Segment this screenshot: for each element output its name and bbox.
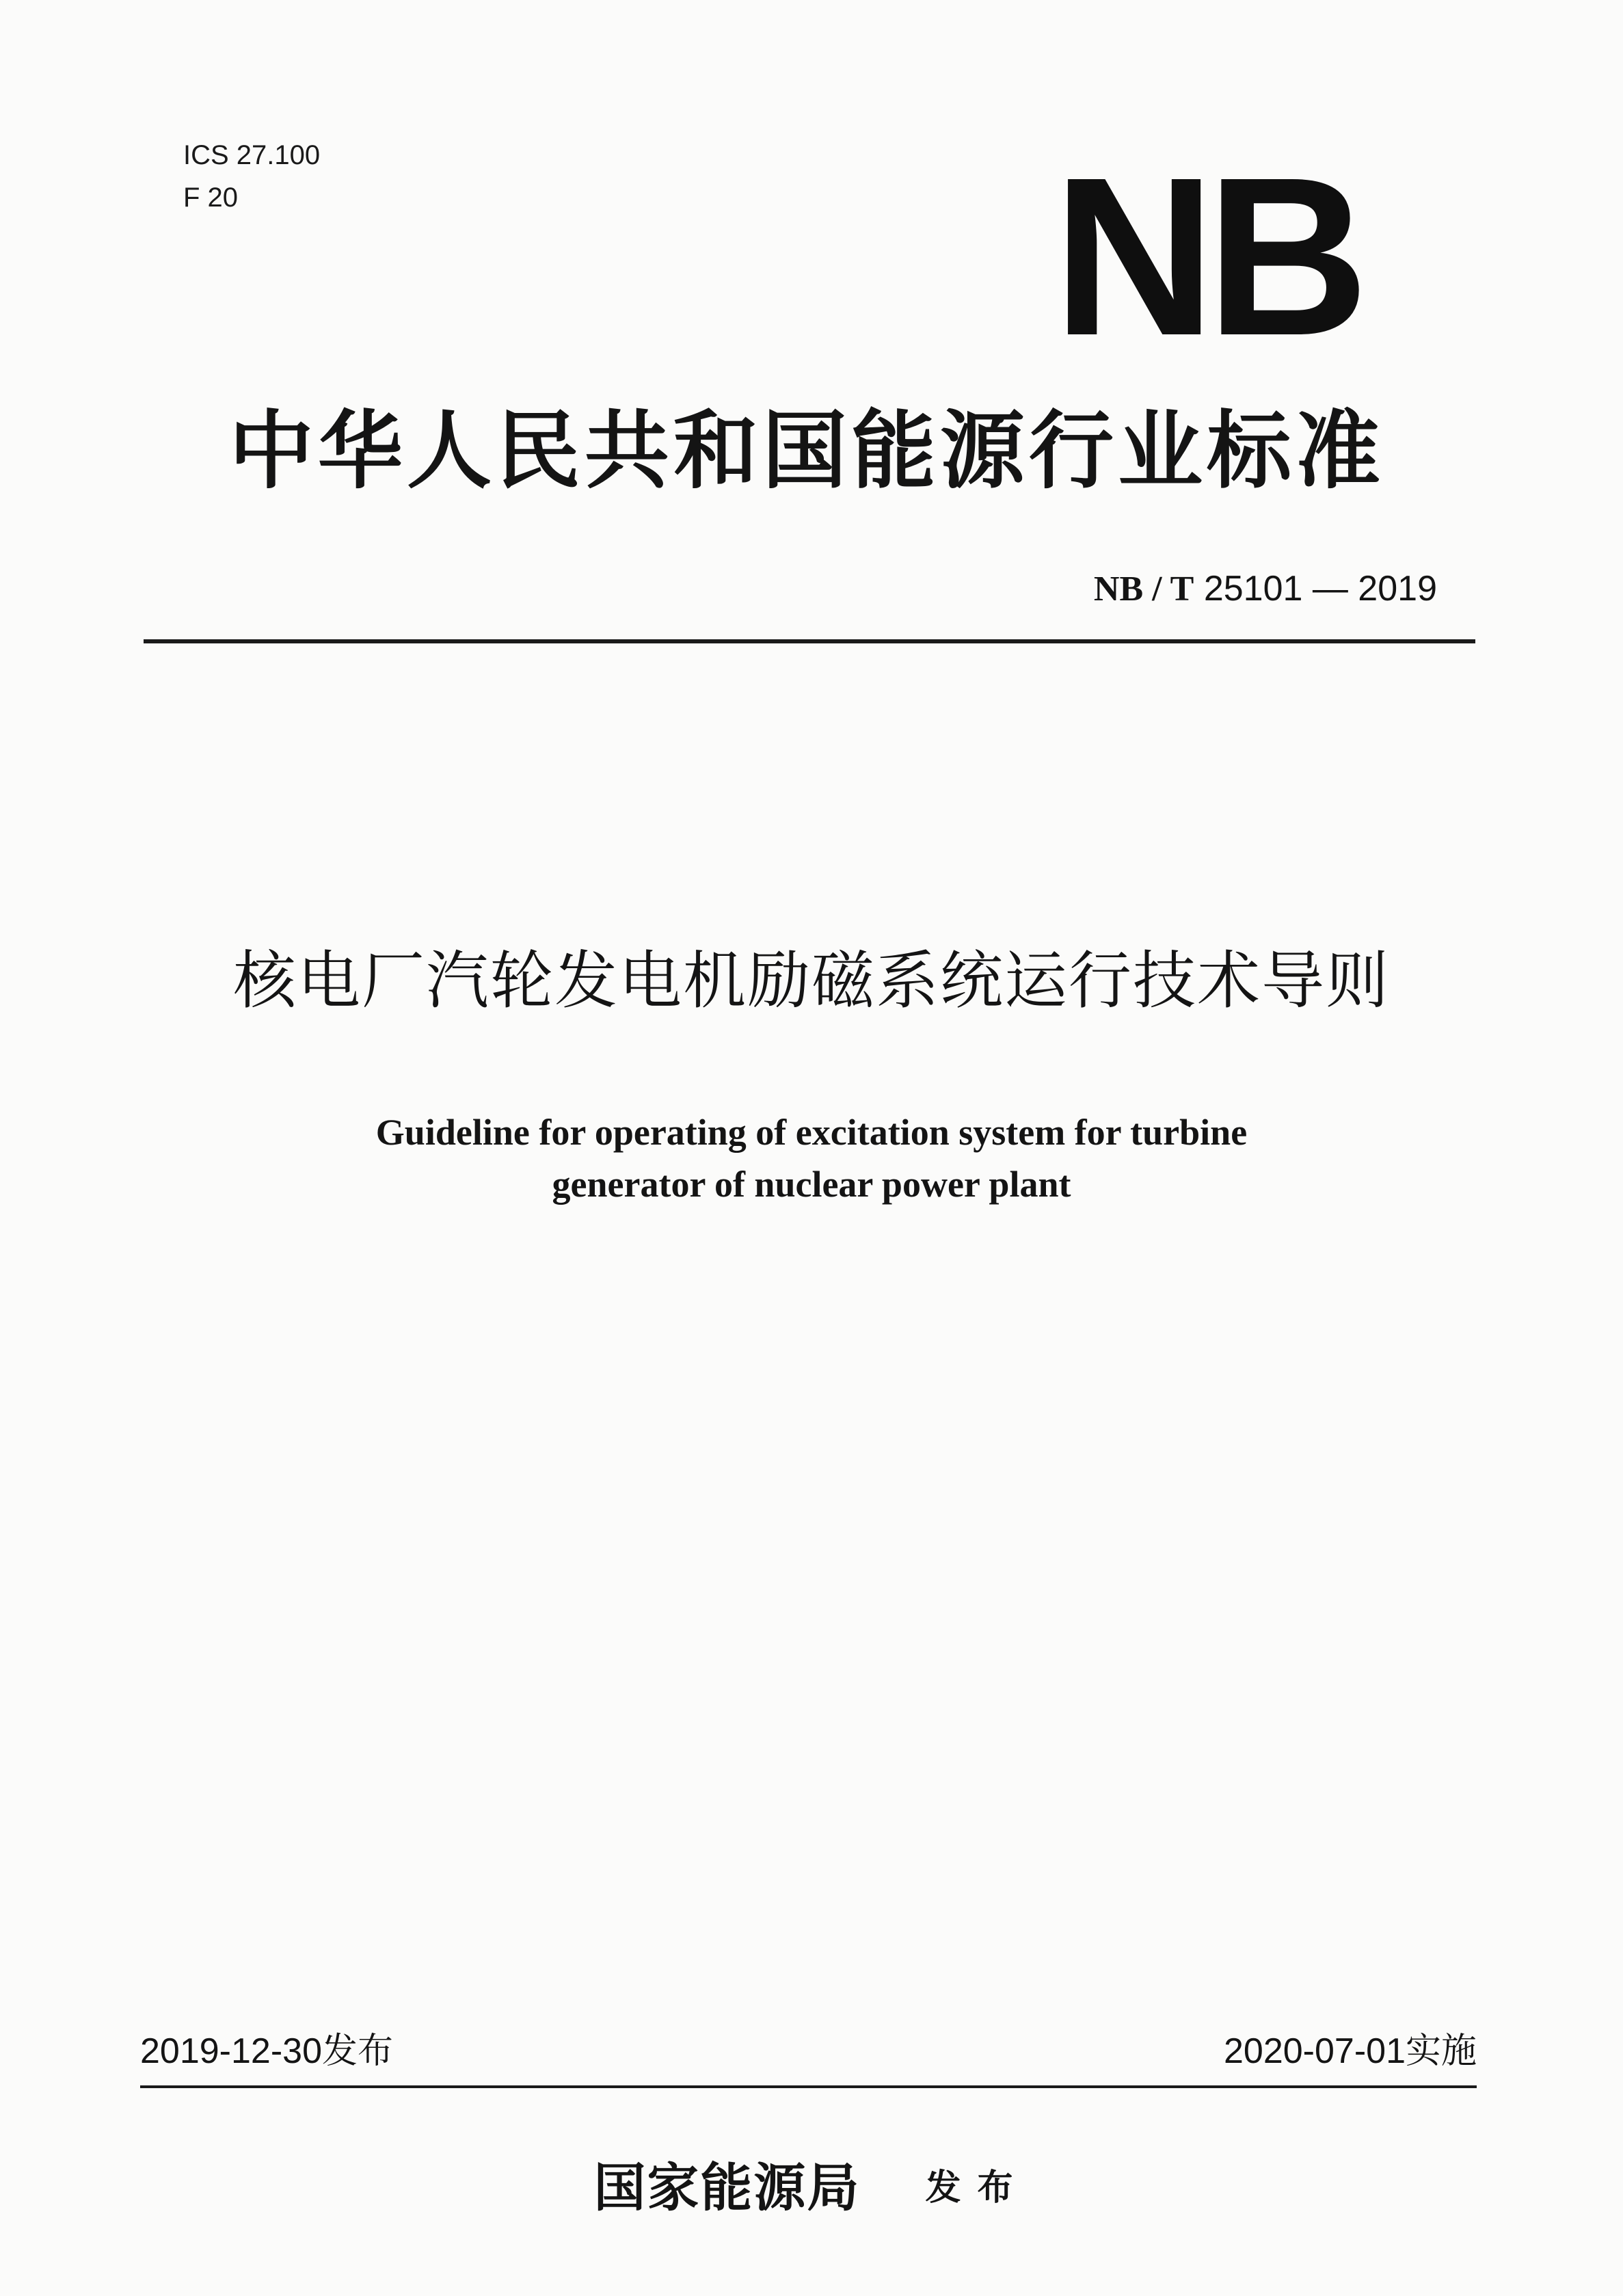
publisher-name: 国家能源局 (593, 2157, 861, 2218)
title-chinese: 核电厂汽轮发电机励磁系统运行技术导则 (232, 944, 1390, 1017)
title-english-line-2: generator of nuclear power plant (552, 1164, 1071, 1205)
standard-number (1094, 565, 1437, 613)
publisher-action: 发布 (925, 2167, 1030, 2208)
standard-number-value: 25101 — 2019 (1203, 569, 1437, 609)
category-code: F 20 (183, 183, 239, 213)
publisher (0, 2154, 1623, 2222)
title-english-line-1: Guideline for operating of excitation system for turbine (375, 1112, 1248, 1153)
top-divider (144, 639, 1475, 643)
issue-date: 2019-12-30发布 (140, 2031, 393, 2071)
bottom-divider (140, 2085, 1477, 2088)
ics-code: ICS 27.100 (183, 140, 321, 170)
nb-logo: NB (1053, 130, 1360, 382)
issuing-body-title: 中华人民共和国能源行业标准 (228, 401, 1384, 500)
standard-number-prefix: NB / T (1093, 570, 1194, 609)
classification-codes (183, 134, 320, 219)
implementation-date: 2020-07-01实施 (1224, 2031, 1477, 2071)
title-english (0, 1106, 1623, 1210)
dates-row (140, 2024, 1477, 2079)
